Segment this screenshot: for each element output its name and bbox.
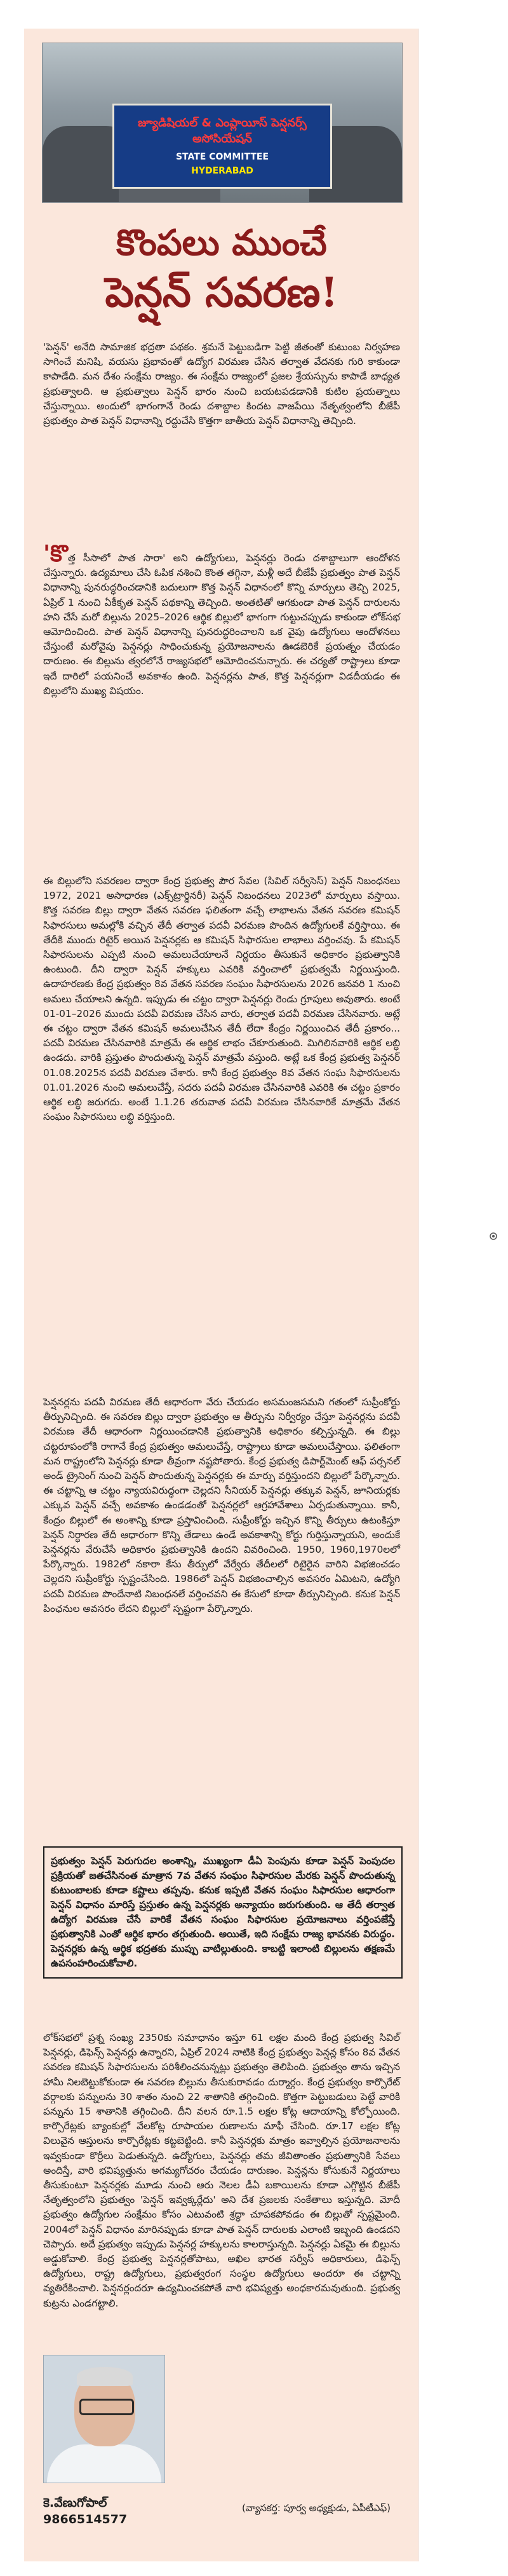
headline-line-2: పెన్షన్ సవరణ! xyxy=(105,269,338,317)
banner-line-3: HYDERABAD xyxy=(191,166,253,176)
section-3 xyxy=(43,1395,400,1616)
headline xyxy=(42,219,401,320)
author-phone: 9866514577 xyxy=(43,2512,128,2526)
author-shirt-shape xyxy=(47,2444,161,2483)
section-1-text: త్త సీసాలో పాత సారా' అని ఉద్యోగులు, పెన్షనర్లు రెండు దశాబ్దాలుగా ఆందోళన చేస్తున్నారు. ఉద్యమాలు చేసి ఓపిక నశించి కొంత తగ్గినా, మళ్లీ అదే బీజేపీ ప్రభుత్వం పాత పెన్షన్ విధానాన్ని పునరుద్ధరించడానికి బదులుగా కొత్త పెన్షన్ విధానంలో కొన్ని మార్పులు తెచ్చి 2025, ఏప్రిల్ 1 నుంచి ఏకీకృత పెన్షన్ పథకాన్ని తెచ్చింది. అంతటితో ఆగకుండా పాత పెన్షన్ దారులను హని చేసే మరో బిల్లును 2025–2026 ఆర్థిక బిల్లులో భాగంగా గుట్టుచప్పుడు కాకుండా లోక్‌సభ ఆమోదించింది. పాత పెన్షన్ విధానాన్ని పునరుద్ధరించాలని ఒక వైపు ఉద్యోగులు ఆందోళనలు చేస్తుంటే మరోవైపు పెన్షనర్లు సాధించుకున్న ప్రయోజనాలను ఊడబెరికే ప్రయత్నం చేయడం దారుణం. ఈ బిల్లును త్వరలోనే రాజ్యసభలో ఆమోదించనున్నారు. ఈ చర్యతో రాష్ట్రాలు కూడా ఇదే దారిలో పయనించే అవకాశం ఉంది. పెన్షనర్లను పాత, కొత్త పెన్షనర్లుగా విడదీయడం ఈ బిల్లులోని ముఖ్య విషయం. xyxy=(43,552,400,697)
author-note: (వ్యాసకర్త: పూర్వ అధ్యక్షుడు, ఏపీటీఎఫ్) xyxy=(242,2502,391,2514)
newspaper-article xyxy=(24,29,418,2561)
protest-banner xyxy=(112,104,332,189)
highlight-box xyxy=(43,1846,403,1979)
section-1 xyxy=(43,541,400,699)
author-photo xyxy=(43,2355,165,2483)
section-4-text: లోక్‌సభలో ప్రశ్న సంఖ్య 2350కు సమాధానం ఇస్తూ 61 లక్షల మంది కేంద్ర ప్రభుత్వ సివిల్ పెన్షనర్లు, డిఫెన్స్ పెన్షనర్లు ఉన్నారని, ఏప్రిల్ 2024 నాటికి కేంద్ర ప్రభుత్వం పెన్షన్ల కోసం 8వ వేతన సవరణ కమిషన్ సిఫారసులను పరిశీలించనున్నట్లు ప్రభుత్వం తెలిపింది. ప్రభుత్వం తాను ఇచ్చిన హామీ నిలబెట్టుకోకుండా ఈ సవరణ బిల్లును తీసుకురావడం దుర్మార్గం. కేంద్ర ప్రభుత్వం కార్పొరేట్ వర్గాలకు పన్నులను 30 శాతం నుంచి 22 శాతానికి తగ్గించింది. కొత్తగా పెట్టుబడులు పెట్టే వారికి పన్నును 15 శాతానికి తగ్గించింది. దీని వలన రూ.1.5 లక్షల కోట్ల ఆదాయాన్ని కోల్పోయింది. కార్పొరేట్లకు బ్యాంకుల్లో వేలకోట్ల రూపాయల రుణాలను మాఫీ చేసింది. రూ.17 లక్షల కోట్ల విలువైన ఆస్తులను కార్పొరేట్లకు కట్టబెట్టింది. కానీ పెన్షనర్లకు మాత్రం ఇవ్వాల్సిన ప్రయోజనాలను ఇవ్వకుండా కొర్రీలు పెడుతున్నది. ఉద్యోగులు, పెన్షనర్లు తమ జీవితాంతం ప్రభుత్వానికి సేవలు అందిస్తే, వారి భవిష్యత్తును అగమ్యగోచరం చేయడం దారుణం. పెన్షన్లను కోసుకునే నిర్ణయాలు తీసుకుంటూ పెన్షనర్లకు మూడు నుంచి ఆరు నెలల డీఏ బకాయిలను కూడా ఎగ్గొట్టిన బీజేపీ నేతృత్వంలోని ప్రభుత్వం 'పెన్షన్ ఇవ్వక్కర్లేదు' అని దేశ ప్రజలకు సంకేతాలు ఇస్తున్నది. మోదీ ప్రభుత్వం ఉద్యోగుల సంక్షేమం కోసం ఎటువంటి శ్రద్ధా చూపకపోవడం ఈ బిల్లుతో స్పష్టమైంది. 2004లో పెన్షన్ విధానం మారినప్పుడు కూడా పాత పెన్షన్ దారులకు ఎలాంటి ఇబ్బంది ఉండదని చెప్పారు. అదే ప్రభుత్వం ఇప్పుడు పెన్షనర్ల హక్కులను కాలరాస్తున్నది. పెన్షనర్లు ఏకమై ఈ బిల్లును అడ్డుకోవాలి. కేంద్ర ప్రభుత్వ పెన్షనర్లతోపాటు, అఖిల భారత సర్వీస్ అధికారులు, డిఫెన్స్ ఉద్యోగులు, రాష్ట్ర ఉద్యోగులు, ప్రభుత్వరంగ సంస్థల ఉద్యోగులు అందరూ ఈ చట్టాన్ని వ్యతిరేకించాలి. పెన్షనర్లందరూ ఉద్యమించకపోతే వారి భవిష్యత్తు అంధకారమవుతుంది. ప్రభుత్వ కుట్రను ఎండగట్టాలి. xyxy=(43,2032,400,2309)
highlight-box-text: ప్రభుత్వం పెన్షన్ పెరుగుదల అంశాన్ని, ముఖ్యంగా డీఏ పెంపును కూడా పెన్షన్ పెంపుదల ప్రక్రియతో జతచేసినంత మాత్రాన 7వ వేతన సంఘం సిఫారసుల మేరకు పెన్షన్ పొందుతున్న కుటుంబాలకు కూడా కష్టాలు తప్పవు. కనుక ఇప్పటి వేతన సంఘం సిఫారసుల ఆధారంగా పెన్షన్ విధానం మారిస్తే ప్రస్తుతం ఉన్న పెన్షనర్లకు అన్యాయం జరుగుతుంది. ఆ తేదీ తర్వాత ఉద్యోగ విరమణ చేసే వారికే వేతన సంఘం సిఫారసుల ప్రయోజనాలు వర్తింపజేస్తే ప్రభుత్వానికి ఎంతో ఆర్థిక భారం తగ్గుతుంది. అయితే, ఇది సంక్షేమ రాజ్య భావనకు విరుద్ధం. పెన్షనర్లకు ఉన్న ఆర్థిక భద్రతకు ముప్పు వాటిల్లుతుంది. కాబట్టి ఇలాంటి బిల్లులను తక్షణమే ఉపసంహరించుకోవాలి. xyxy=(51,1855,395,1969)
author-name: కె.వేణుగోపాల్ xyxy=(43,2496,107,2510)
drop-cap: 'కొ xyxy=(43,541,68,567)
intro-paragraph xyxy=(43,340,400,428)
headline-line-1: కొంపలు ముంచే xyxy=(116,222,327,264)
author-glasses-shape xyxy=(79,2399,134,2415)
side-marker-icon xyxy=(489,1232,498,1241)
section-2-text: ఈ బిల్లులోని సవరణల ద్వారా కేంద్ర ప్రభుత్వ పౌర సేవల (సివిల్ సర్వీసెస్) పెన్షన్ నిబంధనలు 1972, 2021 అసాధారణ (ఎక్స్‌ట్రార్డినరీ) పెన్షన్ నిబంధనలు 2023లో మార్పులు వస్తాయి. కొత్త సవరణ బిల్లు ద్వారా వేతన సవరణ ఫలితంగా వచ్చే లాభాలను వేతన సవరణ కమిషన్ సిఫారసులు అమల్లోకి వచ్చిన తేదీ తర్వాత పదవీ విరమణ పొందిన ఉద్యోగులకే వర్తిస్తాయి. ఈ తేదీకి ముందు రిటైర్ అయిన పెన్షనర్లకు ఆ కమిషన్ సిఫారసుల లాభాలు వర్తించవు. పే కమిషన్ సిఫారసులను ఎప్పటి నుంచి అమలుచేయాలనే నిర్ణయం తీసుకునే అధికారం ప్రభుత్వానికి ఉంటుంది. దీని ద్వారా పెన్షన్ హక్కులు ఎవరికి వర్తించాలో ప్రభుత్వమే నిర్ణయిస్తుంది. ఉదాహరణకు కేంద్ర ప్రభుత్వం 8వ వేతన సవరణ సంఘం సిఫారసులను 2026 జనవరి 1 నుంచి అమలు చేయాలని ఉన్నది. ఇప్పుడు ఈ చట్టం ద్వారా పెన్షనర్లు రెండు గ్రూపులు అవుతారు. అంటే 01-01–2026 ముందు పదవీ విరమణ చేసిన వారు, తర్వాత పదవీ విరమణ చేసినవారు. అట్లే ఈ చట్టం ద్వారా వేతన కమిషన్ అమలుచేసిన తేదీ లేదా కేంద్రం నిర్ణయించిన తేదీ ప్రకారం... పదవీ విరమణ చేసినవారికి మాత్రమే ఈ ఆర్థిక లాభం చేకూరుతుంది. మిగిలినవారికి ఆర్థిక లబ్ధి ఉండదు. వారికి ప్రస్తుతం పొందుతున్న పెన్షన్ మాత్రమే వస్తుంది. అట్లే ఒక కేంద్ర ప్రభుత్వ పెన్షనర్ 01.08.2025న పదవీ విరమణ చేశారు. కానీ కేంద్ర ప్రభుత్వం 8వ వేతన సంఘ సిఫారసులను 01.01.2026 నుంచి అమలుచేస్తే, సదరు పదవీ విరమణ చేసినవారికి ఎవరికి ఈ చట్టం ప్రకారం ఆర్థిక లబ్ధి జరుగదు. అంటే 1.1.26 తరువాత పదవీ విరమణ చేసినవారికే మాత్రమే వేతన సంఘం సిఫారసులు లబ్ధి వర్తిస్తుంది. xyxy=(43,875,400,1123)
section-3-text: పెన్షనర్లను పదవీ విరమణ తేదీ ఆధారంగా వేరు చేయడం అసమంజసమని గతంలో సుప్రీంకోర్టు తీర్పునిచ్చింది. ఈ సవరణ బిల్లు ద్వారా ప్రభుత్వం ఆ తీర్పును నిర్వీర్యం చేస్తూ పెన్షనర్లను పదవీ విరమణ తేదీ ఆధారంగా నిర్ణయించడానికి ప్రభుత్వానికి అధికారం కల్పిస్తున్నది. ఈ బిల్లు చట్టరూపంలోకి రాగానే కేంద్ర ప్రభుత్వం అమలుచేస్తే, రాష్ట్రాలు కూడా అమలుచేస్తాయి. ఫలితంగా మన రాష్ట్రంలోని పెన్షనర్లు కూడా తీవ్రంగా నష్టపోతారు. కేంద్ర ప్రభుత్వ డిపార్ట్‌మెంట్ ఆఫ్ పర్సనల్ అండ్ ట్రైనింగ్ నుంచి పెన్షన్ పొందుతున్న పెన్షనర్లకు ఈ మార్పు వర్తిస్తుందని బిల్లులో పేర్కొన్నారు. ఈ చట్టాన్ని ఆ చట్టం న్యాయవిరుద్ధంగా చెల్లదని సీనియర్ పెన్షనర్లు తక్కువ పెన్షన్, జూనియర్లకు ఎక్కువ పెన్షన్ వచ్చే అవకాశం ఉండడంతో పెన్షనర్లలో ఆగ్రహావేశాలు ఏర్పడుతున్నాయి. కానీ, కేంద్రం బిల్లులో ఈ అంశాన్ని కూడా ప్రస్తావించింది. సుప్రీంకోర్టు ఇచ్చిన కొన్ని తీర్పులు ఉటంకిస్తూ పెన్షన్ నిర్ధారణ తేదీ ఆధారంగా కొన్ని తేడాలు ఉండే అవకాశాన్ని కోర్టు గుర్తిస్తున్నాయని, అందుకే పెన్షనర్లను వేరుచేసే అధికారం ప్రభుత్వానికి ఉందని వివరించింది. 1950, 1960,1970లలో పేర్కొన్నారు. 1982లో నకారా కేసు తీర్పులో వేర్వేరు తేదీలలో రిటైరైన వారిని విభజించడం చెల్లదని సుప్రీంకోర్టు స్పష్టంచేసింది. 1986లో పెన్షన్ విభజించాల్సిన అవసరం ఏమిటని, ఉద్యోగి పదవీ విరమణ పొందేనాటి నిబంధనలే వర్తించవని ఈ కేసులో కూడా తీర్పునిచ్చింది. కనుక పెన్షన్ పింఛనుల అవసరం లేదని బిల్లులో స్పష్టంగా పేర్కొన్నారు. xyxy=(43,1396,400,1614)
section-4 xyxy=(43,2031,400,2311)
banner-line-1: జ్యూడిషియల్ & ఎంప్లాయీస్ పెన్షనర్స్ అసోసియేషన్ xyxy=(138,116,307,146)
author-byline xyxy=(43,2495,170,2528)
section-2 xyxy=(43,874,400,1124)
author-hair-shape xyxy=(77,2367,133,2386)
protest-photo xyxy=(42,43,403,203)
banner-line-2: STATE COMMITTEE xyxy=(175,152,269,162)
intro-text: 'పెన్షన్' అనేది సామాజిక భద్రతా పథకం. శ్రమనే పెట్టుబడిగా పెట్టి జీతంతో కుటుంబ నిర్వహణ సాగించే మనిషి, వయసు ప్రభావంతో ఉద్యోగ విరమణ చేసిన తర్వాత వేదనకు గురి కాకుండా కాపాడేది. మన దేశం సంక్షేమ రాజ్యం. ఈ సంక్షేమ రాజ్యంలో ప్రజల శ్రేయస్సును కాపాడే బాధ్యత ప్రభుత్వాలది. ఆ ప్రభుత్వాలు పెన్షన్ భారం నుంచి బయటపడడానికి కుటిల ప్రయత్నాలు చేస్తున్నాయి. అందులో భాగంగానే రెండు దశాబ్దాల కిందట వాజపేయి నేతృత్వంలోని బీజేపీ ప్రభుత్వం పాత పెన్షన్ విధానాన్ని రద్దుచేసి కొత్తగా జాతీయ పెన్షన్ విధానాన్ని తెచ్చింది. xyxy=(43,341,400,427)
